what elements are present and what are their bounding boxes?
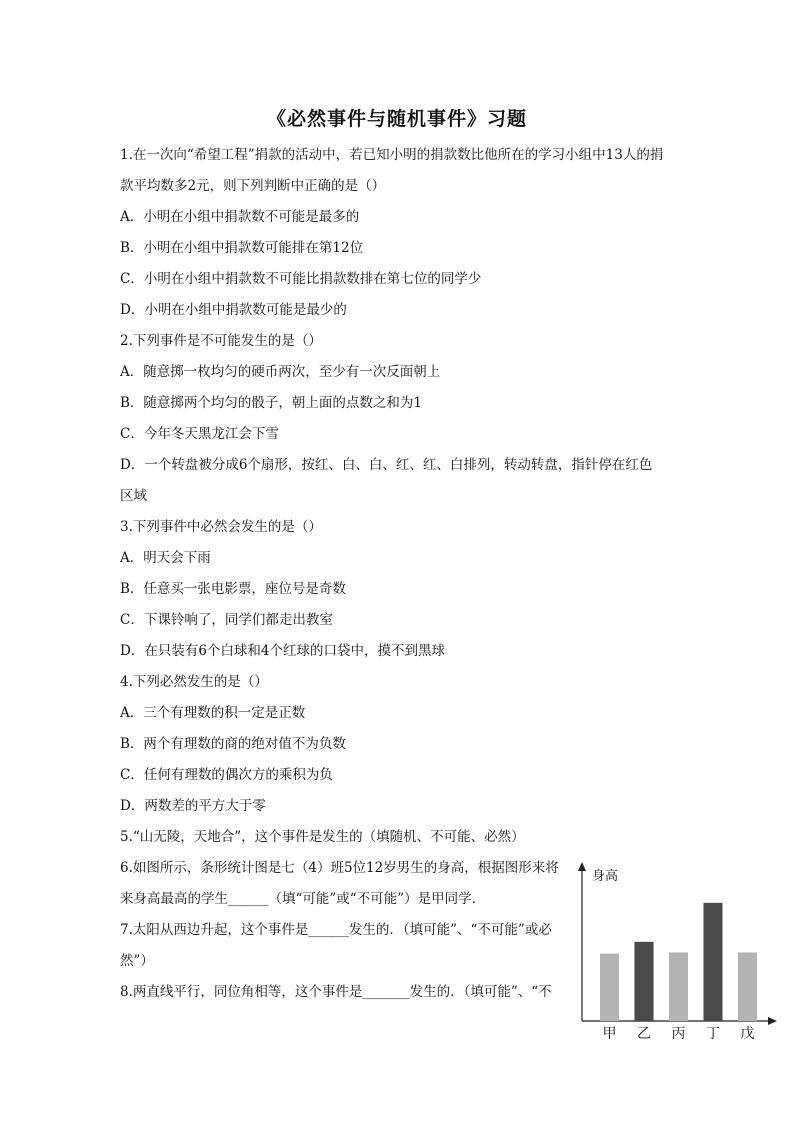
option-d: D．在只装有6个白球和4个红球的口袋中，摸不到黑球 [120, 643, 446, 659]
question-4 [120, 667, 680, 822]
question-3 [120, 512, 680, 667]
option-b: B．任意买一张电影票，座位号是奇数 [120, 581, 346, 597]
option-d: D．一个转盘被分成6个扇形，按红、白、白、红、红、白排列，转动转盘，指针停在红色 [120, 457, 653, 473]
question-text: 1.在一次向“希望工程”捐款的活动中，若已知小明的捐款数比他所在的学习小组中13人的捐 [120, 147, 664, 163]
x-tick-labels [603, 1026, 755, 1042]
option-d-continued: 区域 [120, 488, 147, 504]
question-2 [120, 326, 680, 512]
question-text: 2.下列事件是不可能发生的是（） [120, 333, 322, 349]
question-text: 8.两直线平行，同位角相等，这个事件是_______发生的．（填可能”、“不 [120, 984, 552, 1000]
option-a: A．随意掷一枚均匀的硬币两次，至少有一次反面朝上 [120, 364, 441, 380]
bar-2 [635, 942, 654, 1021]
question-text: 然”） [120, 953, 154, 969]
option-c: C．任何有理数的偶次方的乘积为负 [120, 767, 333, 783]
question-text: 3.下列事件中必然会发生的是（） [120, 519, 322, 535]
question-1 [120, 140, 680, 326]
option-a: A．小明在小组中捐款数不可能是最多的 [120, 209, 360, 225]
option-b: B．随意掷两个均匀的骰子，朝上面的点数之和为1 [120, 395, 423, 411]
x-tick-label: 戊 [740, 1026, 755, 1042]
option-d: D．两数差的平方大于零 [120, 798, 266, 814]
question-text: 款平均数多2元，则下列判断中正确的是（） [120, 178, 386, 194]
x-axis-arrow-icon [768, 1017, 777, 1025]
question-5: 5.“山无陵，天地合”，这个事件是发生的（填随机、不可能、必然） [120, 829, 525, 845]
option-d: D．小明在小组中捐款数可能是最少的 [120, 302, 347, 318]
option-c: C．下课铃响了，同学们都走出教室 [120, 612, 333, 628]
question-text: 7.太阳从西边升起，这个事件是______发生的．（填可能”、“不可能”或必 [120, 922, 552, 938]
bar-group [600, 903, 757, 1021]
question-text: 6.如图所示，条形统计图是七（4）班5位12岁男生的身高，根据图形来将 [120, 860, 559, 876]
page-title: 《必然事件与随机事件》习题 [266, 108, 527, 130]
question-text: 来身高最高的学生______（填“可能”或“不可能”）是甲同学． [120, 891, 486, 907]
option-a: A．三个有理数的积一定是正数 [120, 705, 306, 721]
bar-3 [669, 952, 688, 1021]
question-text: 4.下列必然发生的是（） [120, 674, 268, 690]
bar-4 [704, 903, 723, 1021]
height-bar-chart [572, 858, 784, 1048]
y-axis-label: 身高 [592, 869, 619, 884]
option-a: A．明天会下雨 [120, 550, 211, 566]
bar-1 [600, 954, 619, 1021]
x-tick-label: 丙 [671, 1026, 686, 1042]
option-b: B．小明在小组中捐款数可能排在第12位 [120, 240, 364, 256]
y-axis-arrow-icon [578, 862, 586, 871]
option-b: B．两个有理数的商的绝对值不为负数 [120, 736, 346, 752]
bar-5 [738, 952, 757, 1021]
x-tick-label: 乙 [637, 1026, 651, 1042]
x-tick-label: 丁 [706, 1026, 720, 1042]
option-c: C．小明在小组中捐款数不可能比捐款数排在第七位的同学少 [120, 271, 482, 287]
x-tick-label: 甲 [602, 1026, 617, 1042]
option-c: C．今年冬天黑龙江会下雪 [120, 426, 279, 442]
